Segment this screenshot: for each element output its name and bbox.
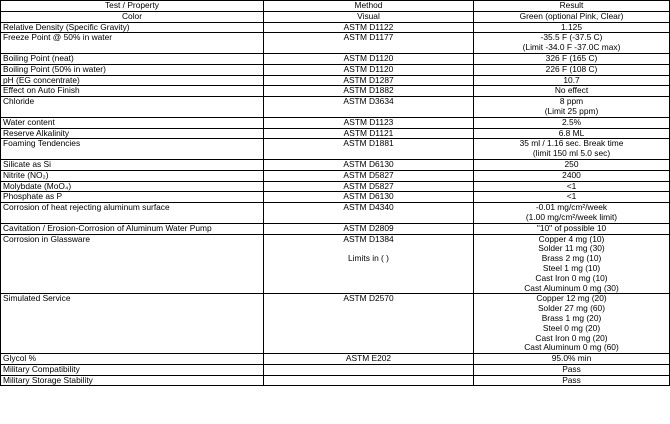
method-line: ASTM D6130	[343, 191, 394, 202]
table-row	[1, 203, 670, 224]
method-cell	[264, 139, 474, 160]
property-cell: Phosphate as P	[1, 192, 264, 203]
method-line: ASTM D2570	[343, 293, 394, 304]
result-line: Cast Aluminum 0 mg (30)	[524, 282, 619, 293]
method-line: ASTM D1882	[343, 85, 394, 96]
method-line: Limits in ( )	[348, 253, 389, 264]
result-line: Copper 12 mg (20)	[536, 293, 607, 304]
method-line: ASTM D4340	[343, 202, 394, 213]
result-cell	[474, 223, 670, 234]
result-cell	[474, 375, 670, 386]
result-cell	[474, 139, 670, 160]
result-line: Copper 4 mg (10)	[538, 234, 605, 244]
result-line: Solder 27 mg (60)	[537, 303, 606, 314]
table-row	[1, 128, 670, 139]
table-row	[1, 159, 670, 170]
method-cell	[264, 234, 474, 294]
result-cell	[474, 170, 670, 181]
property-cell: Simulated Service	[1, 294, 264, 354]
property-cell: Silicate as Si	[1, 159, 264, 170]
property-cell: Corrosion of heat rejecting aluminum surface	[1, 203, 264, 224]
table-row	[1, 86, 670, 97]
result-cell	[474, 75, 670, 86]
method-cell	[264, 294, 474, 354]
table-row	[1, 223, 670, 234]
method-cell	[264, 75, 474, 86]
table-row	[1, 22, 670, 33]
method-cell	[264, 64, 474, 75]
property-cell: Cavitation / Erosion-Corrosion of Aluminum Water Pump	[1, 223, 264, 234]
property-cell: Military Compatibility	[1, 364, 264, 375]
method-line: ASTM D3634	[343, 96, 394, 107]
result-line: 326 F (165 C)	[545, 53, 598, 63]
result-line: Brass 1 mg (20)	[541, 312, 602, 323]
result-cell	[474, 159, 670, 170]
property-cell: Glycol %	[1, 354, 264, 365]
result-line: 226 F (108 C)	[545, 64, 598, 74]
method-line: ASTM D1123	[343, 117, 394, 127]
method-line: ASTM D1177	[343, 32, 394, 43]
result-line: (Limit 25 ppm)	[544, 105, 599, 116]
table-row	[1, 33, 670, 54]
result-line: -35.5 F (-37.5 C)	[540, 32, 603, 43]
method-cell	[264, 375, 474, 386]
result-line: (1.00 mg/cm²/week limit)	[525, 211, 618, 222]
result-line: 2400	[562, 170, 581, 180]
table-row	[1, 364, 670, 375]
table-row	[1, 294, 670, 354]
method-line	[266, 376, 471, 386]
result-cell	[474, 97, 670, 118]
result-line: <1	[566, 181, 577, 191]
result-cell	[474, 364, 670, 375]
property-cell: pH (EG concentrate)	[1, 75, 264, 86]
method-line	[266, 365, 471, 375]
result-line: (limit 150 ml 5.0 sec)	[532, 148, 611, 159]
method-cell	[264, 11, 474, 22]
method-line: ASTM D1384	[343, 234, 394, 244]
result-cell	[474, 294, 670, 354]
result-line: 10.7	[563, 75, 580, 85]
result-line: Cast Iron 0 mg (10)	[535, 272, 608, 283]
result-cell	[474, 33, 670, 54]
header-result: Result	[474, 1, 670, 12]
result-line: No effect	[554, 85, 589, 96]
header-method: Method	[264, 1, 474, 12]
property-cell: Military Storage Stability	[1, 375, 264, 386]
property-cell: Reserve Alkalinity	[1, 128, 264, 139]
property-cell: Chloride	[1, 97, 264, 118]
table-row	[1, 53, 670, 64]
method-line: Visual	[357, 11, 380, 21]
result-line: 250	[564, 159, 579, 169]
result-line: "10" of possible 10	[536, 223, 607, 233]
result-cell	[474, 53, 670, 64]
property-cell: Molybdate (MoO₄)	[1, 181, 264, 192]
property-cell: Water content	[1, 117, 264, 128]
property-cell: Color	[1, 11, 264, 22]
method-cell	[264, 159, 474, 170]
result-cell	[474, 192, 670, 203]
table-row	[1, 117, 670, 128]
result-line: Green (optional Pink, Clear)	[519, 11, 624, 21]
table-row	[1, 139, 670, 160]
property-cell: Boiling Point (50% in water)	[1, 64, 264, 75]
result-line: 2.5%	[561, 117, 582, 127]
result-line: Steel 0 mg (20)	[542, 322, 601, 333]
method-cell	[264, 192, 474, 203]
property-cell: Foaming Tendencies	[1, 139, 264, 160]
method-line: ASTM D1121	[343, 128, 394, 138]
method-cell	[264, 354, 474, 365]
result-cell	[474, 22, 670, 33]
result-cell	[474, 181, 670, 192]
method-line: ASTM D1120	[343, 53, 394, 63]
method-cell	[264, 33, 474, 54]
method-cell	[264, 223, 474, 234]
result-cell	[474, 64, 670, 75]
result-line: Cast Aluminum 0 mg (60)	[524, 342, 619, 353]
property-cell: Freeze Point @ 50% in water	[1, 33, 264, 54]
result-line: Brass 2 mg (10)	[541, 253, 602, 264]
result-cell	[474, 117, 670, 128]
result-cell	[474, 128, 670, 139]
method-cell	[264, 128, 474, 139]
result-line: 8 ppm	[559, 96, 584, 107]
table-row	[1, 234, 670, 294]
result-line: Steel 1 mg (10)	[542, 262, 601, 273]
header-property: Test / Property	[1, 1, 264, 12]
method-line: ASTM D5827	[343, 181, 394, 191]
table-row	[1, 192, 670, 203]
method-line: ASTM D6130	[343, 159, 394, 169]
property-cell: Effect on Auto Finish	[1, 86, 264, 97]
method-cell	[264, 117, 474, 128]
result-line: 95.0% min	[551, 353, 592, 364]
method-cell	[264, 170, 474, 181]
method-cell	[264, 97, 474, 118]
property-cell: Boiling Point (neat)	[1, 53, 264, 64]
table-row	[1, 11, 670, 22]
table-row	[1, 75, 670, 86]
result-line: Solder 11 mg (30)	[538, 243, 605, 254]
table-row	[1, 181, 670, 192]
result-cell	[474, 11, 670, 22]
method-cell	[264, 203, 474, 224]
method-line: ASTM D1120	[343, 64, 394, 74]
result-line: -0.01 mg/cm²/week	[535, 202, 608, 213]
result-cell	[474, 234, 670, 294]
method-cell	[264, 181, 474, 192]
method-line: ASTM D2809	[343, 223, 394, 233]
property-cell: Relative Density (Specific Gravity)	[1, 22, 264, 33]
method-line: ASTM D1287	[343, 75, 394, 85]
table-row	[1, 97, 670, 118]
method-cell	[264, 53, 474, 64]
header-row	[1, 1, 670, 12]
table-row	[1, 64, 670, 75]
method-cell	[264, 86, 474, 97]
table-row	[1, 170, 670, 181]
table-row	[1, 375, 670, 386]
method-cell	[264, 22, 474, 33]
method-line: ASTM E202	[345, 353, 392, 364]
result-cell	[474, 354, 670, 365]
method-line: ASTM D1881	[343, 138, 394, 149]
method-line: ASTM D5827	[343, 170, 394, 180]
table-row	[1, 354, 670, 365]
result-line: 35 ml / 1.16 sec. Break time	[519, 138, 624, 149]
result-line: 6.8 ML	[558, 128, 585, 138]
result-line: <1	[566, 191, 577, 202]
result-line: Pass	[562, 375, 581, 385]
result-line: Cast Iron 0 mg (20)	[535, 332, 608, 343]
spec-table-body	[1, 11, 670, 386]
property-cell: Corrosion in Glassware	[1, 234, 264, 294]
property-cell: Nitrite (NO₂)	[1, 170, 264, 181]
result-line: Pass	[562, 364, 581, 374]
result-cell	[474, 203, 670, 224]
result-line: 1.125	[561, 22, 582, 32]
result-cell	[474, 86, 670, 97]
method-cell	[264, 364, 474, 375]
method-line: ASTM D1122	[343, 22, 394, 32]
result-line: (Limit -34.0 F -37.0C max)	[522, 42, 621, 53]
